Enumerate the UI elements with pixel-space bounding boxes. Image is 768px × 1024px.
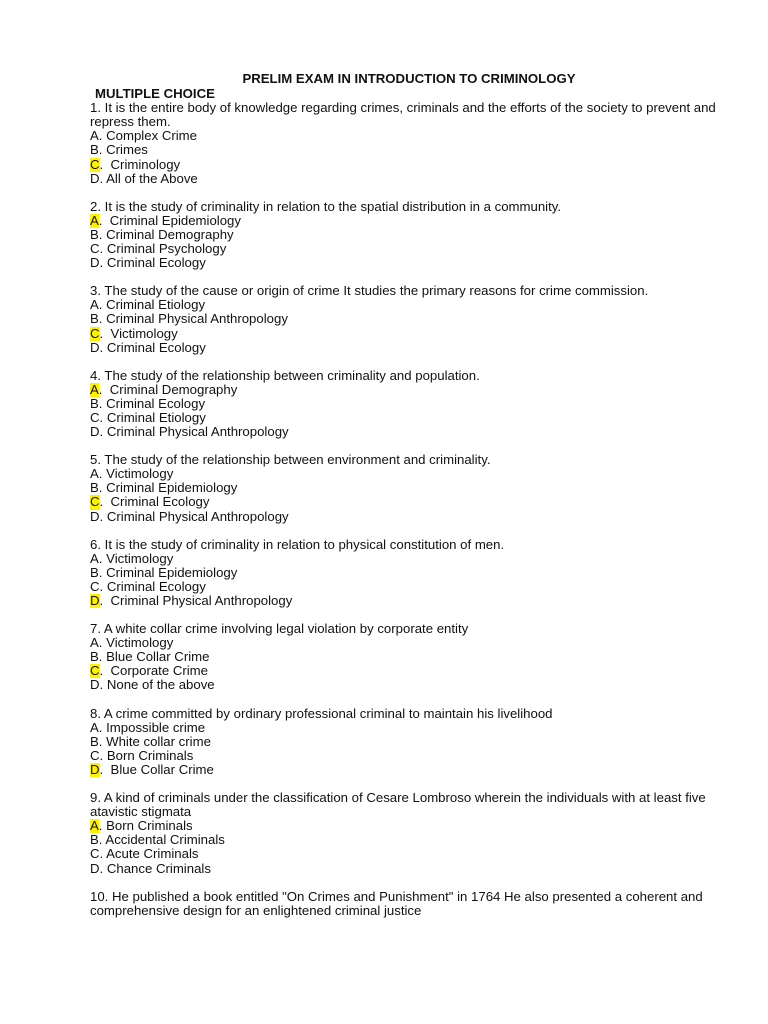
answer-option [90, 678, 728, 692]
answer-option [90, 411, 728, 425]
option-letter: B. [90, 564, 103, 580]
question-text: 4. The study of the relationship between criminality and population. [90, 367, 480, 383]
option-text: . Victimology [99, 325, 178, 341]
answer-option [90, 721, 728, 735]
option-text: . Born Criminals [98, 818, 193, 834]
question-item [90, 200, 728, 270]
option-letter: B. [90, 733, 103, 749]
option-text: Criminal Etiology [102, 297, 206, 313]
question-text: 3. The study of the cause or origin of crime It studies the primary reasons for crime commission. [90, 283, 649, 299]
option-text: Criminal Physical Anthropology [102, 311, 288, 327]
answer-option [90, 256, 728, 270]
option-letter: B. [90, 395, 103, 411]
question-item [90, 707, 728, 777]
correct-answer-letter: C [90, 663, 100, 679]
correct-answer-letter: C [90, 156, 100, 172]
option-text: . Corporate Crime [99, 663, 208, 679]
option-text: . Criminal Demography [98, 381, 238, 397]
option-letter: D. [90, 339, 104, 355]
answer-option [90, 664, 728, 678]
correct-answer-letter: A [90, 381, 99, 397]
question-item [90, 284, 728, 354]
question-item [90, 453, 728, 523]
answer-option [90, 763, 728, 777]
correct-answer-letter: D [90, 761, 100, 777]
option-letter: D. [90, 677, 104, 693]
option-letter: C. [90, 409, 104, 425]
option-text: None of the above [103, 677, 215, 693]
question-text: 9. A kind of criminals under the classification of Cesare Lombroso wherein the individuals with at least five atavistic stigmata [90, 790, 706, 820]
answer-option [90, 158, 728, 172]
section-heading: MULTIPLE CHOICE [95, 86, 215, 102]
option-text: Crimes [102, 142, 148, 158]
answer-option [90, 298, 728, 312]
answer-option [90, 228, 728, 242]
answer-option [90, 847, 728, 861]
correct-answer-letter: A [90, 212, 99, 228]
correct-answer-letter: D [90, 593, 100, 608]
answer-option [90, 749, 728, 763]
option-text: Criminal Epidemiology [102, 480, 238, 496]
option-text: Criminal Psychology [103, 241, 227, 257]
question-item [90, 890, 728, 918]
question-text: 1. It is the entire body of knowledge regarding crimes, criminals and the efforts of the society to prevent and repress them. [90, 100, 716, 130]
answer-option [90, 510, 728, 524]
option-text: . Criminology [99, 156, 181, 172]
option-letter: D. [90, 170, 104, 186]
question-text: 5. The study of the relationship between environment and criminality. [90, 452, 491, 468]
option-text: Impossible crime [102, 719, 206, 735]
answer-option [90, 242, 728, 256]
question-text: 8. A crime committed by ordinary professional criminal to maintain his livelihood [90, 705, 553, 721]
option-text: . Criminal Epidemiology [98, 212, 241, 228]
answer-option [90, 636, 728, 650]
answer-option [90, 552, 728, 566]
exam-title: PRELIM EXAM IN INTRODUCTION TO CRIMINOLOGY [242, 71, 576, 86]
option-text: . Criminal Ecology [99, 494, 210, 510]
option-text: Criminal Epidemiology [102, 564, 238, 580]
option-text: Victimology [102, 635, 174, 651]
question-item [90, 622, 728, 692]
answer-option [90, 425, 728, 439]
option-letter: B. [90, 311, 103, 327]
answer-option [90, 735, 728, 749]
answer-option [90, 833, 728, 847]
answer-option [90, 312, 728, 326]
option-text: Blue Collar Crime [102, 649, 210, 665]
answer-option [90, 594, 728, 608]
answer-option [90, 129, 728, 143]
option-text: Criminal Physical Anthropology [103, 508, 289, 524]
option-text: . Blue Collar Crime [99, 761, 214, 777]
answer-option [90, 650, 728, 664]
question-item [90, 101, 728, 186]
answer-option [90, 341, 728, 355]
question-list [90, 101, 728, 918]
question-item [90, 538, 728, 608]
option-letter: B. [90, 142, 103, 158]
option-text: Criminal Ecology [102, 395, 206, 411]
answer-option [90, 580, 728, 594]
option-text: Criminal Demography [102, 226, 234, 242]
answer-option [90, 481, 728, 495]
option-text: White collar crime [102, 733, 211, 749]
option-text: Complex Crime [102, 128, 197, 144]
answer-option [90, 383, 728, 397]
option-letter: A. [90, 128, 103, 144]
option-text: Criminal Ecology [103, 339, 206, 355]
option-text: Victimology [102, 466, 174, 482]
option-letter: A. [90, 297, 103, 313]
option-letter: D. [90, 508, 104, 524]
question-text: 6. It is the study of criminality in relation to physical constitution of men. [90, 536, 505, 552]
correct-answer-letter: A [90, 818, 99, 834]
answer-option [90, 495, 728, 509]
answer-option [90, 467, 728, 481]
answer-option [90, 819, 728, 833]
option-letter: C. [90, 747, 104, 763]
answer-option [90, 566, 728, 580]
option-text: Victimology [102, 550, 174, 566]
question-text: 10. He published a book entitled "On Crimes and Punishment" in 1764 He also presented a coherent and comprehensive design for an enlightened criminal justice [90, 888, 703, 918]
answer-option [90, 172, 728, 186]
answer-option [90, 214, 728, 228]
answer-option [90, 327, 728, 341]
option-letter: C. [90, 578, 104, 594]
option-text: Criminal Physical Anthropology [103, 424, 289, 440]
option-text: Acute Criminals [103, 846, 199, 862]
answer-option [90, 862, 728, 876]
option-letter: A. [90, 719, 103, 735]
question-item [90, 791, 728, 876]
option-letter: A. [90, 466, 103, 482]
option-letter: C. [90, 241, 104, 257]
option-text: All of the Above [103, 170, 198, 186]
option-letter: C. [90, 846, 104, 862]
option-text: Criminal Ecology [103, 578, 206, 594]
option-letter: A. [90, 635, 103, 651]
option-text: Accidental Criminals [102, 832, 225, 848]
option-text: Criminal Etiology [103, 409, 206, 425]
option-letter: A. [90, 550, 103, 566]
option-letter: B. [90, 649, 103, 665]
correct-answer-letter: C [90, 494, 100, 510]
option-text: . Criminal Physical Anthropology [99, 593, 293, 608]
answer-option [90, 397, 728, 411]
option-letter: D. [90, 255, 104, 271]
correct-answer-letter: C [90, 325, 100, 341]
option-text: Criminal Ecology [103, 255, 206, 271]
question-item [90, 369, 728, 439]
option-text: Born Criminals [103, 747, 194, 763]
question-text: 2. It is the study of criminality in relation to the spatial distribution in a community. [90, 198, 562, 214]
option-letter: B. [90, 226, 103, 242]
option-letter: D. [90, 860, 104, 876]
answer-option [90, 143, 728, 157]
option-letter: B. [90, 832, 103, 848]
option-letter: D. [90, 424, 104, 440]
question-text: 7. A white collar crime involving legal violation by corporate entity [90, 621, 469, 637]
option-text: Chance Criminals [103, 860, 211, 876]
option-letter: B. [90, 480, 103, 496]
